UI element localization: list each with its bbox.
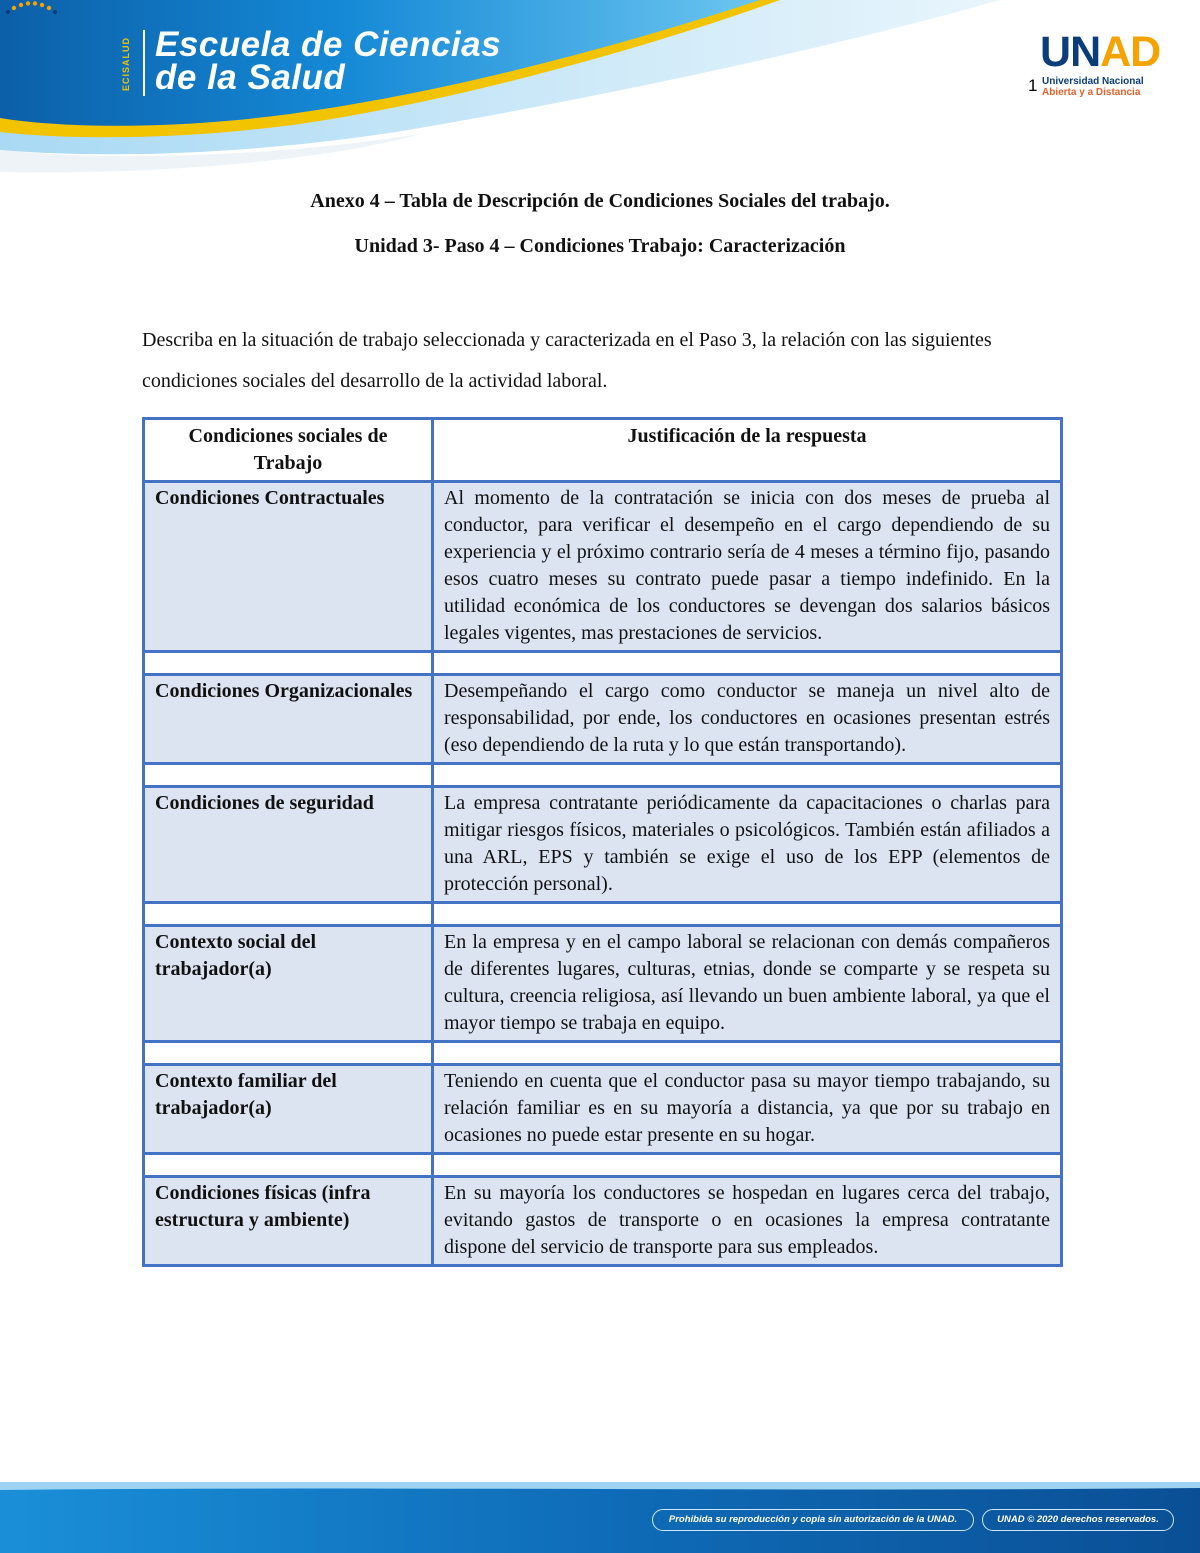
unad-logo-wordmark (1040, 30, 1160, 74)
table-spacer-row (144, 652, 1062, 675)
spacer-cell (433, 652, 1062, 675)
table-spacer-row (144, 1154, 1062, 1177)
spacer-cell (144, 1042, 433, 1065)
table-header-row (144, 419, 1062, 482)
school-name-line2: de la Salud (155, 58, 346, 97)
table-spacer-row (144, 1042, 1062, 1065)
header-divider (143, 30, 145, 96)
table-spacer-row (144, 903, 1062, 926)
row-label: Condiciones Contractuales (144, 482, 433, 652)
logo-ad: AD (1100, 28, 1161, 76)
document-subtitle: Unidad 3- Paso 4 – Condiciones Trabajo: Caracterización (354, 235, 846, 257)
spacer-cell (433, 1042, 1062, 1065)
row-label: Condiciones de seguridad (144, 787, 433, 903)
spacer-cell (144, 1154, 433, 1177)
spacer-cell (144, 903, 433, 926)
school-name-line1: Escuela de Ciencias (155, 25, 502, 64)
row-justification: En su mayoría los conductores se hospedan en lugares cerca del trabajo, evitando gastos de transporte o en ocasiones la empresa contratante dispone del servicio de transporte para sus empleados. (433, 1177, 1062, 1266)
table-row (144, 1177, 1062, 1266)
row-justification: Desempeñando el cargo como conductor se maneja un nivel alto de responsabilidad, por ende, los conductores en ocasiones presentan estrés (eso dependiendo de la ruta y lo que están transportando). (433, 675, 1062, 764)
row-label: Contexto social del trabajador(a) (144, 926, 433, 1042)
row-justification: Teniendo en cuenta que el conductor pasa su mayor tiempo trabajando, su relación familiar es en su mayoría a distancia, ya que por su trabajo en ocasiones no puede estar presente en su hogar. (433, 1065, 1062, 1154)
row-justification: La empresa contratante periódicamente da capacitaciones o charlas para mitigar riesgos físicos, materiales o psicológicos. También están afiliados a una ARL, EPS y también se exige el uso de los EPP (elementos de protección personal). (433, 787, 1062, 903)
column-header-conditions: Condiciones sociales de Trabajo (144, 419, 433, 482)
row-justification: Al momento de la contratación se inicia con dos meses de prueba al conductor, para verificar el desempeño en el cargo dependiendo de su experiencia y el próximo contrario sería de 4 meses a término fijo, pasando esos cuatro meses su contrato puede pasar a tiempo indefinido. En la utilidad económica de los conductores se devengan dos salarios básicos legales vigentes, mas prestaciones de servicios. (433, 482, 1062, 652)
school-name (155, 25, 502, 97)
table-row (144, 675, 1062, 764)
row-label: Condiciones Organizacionales (144, 675, 433, 764)
unad-logo-subtitle (1042, 76, 1144, 98)
table-row (144, 482, 1062, 652)
spacer-cell (433, 1154, 1062, 1177)
spacer-cell (433, 764, 1062, 787)
row-justification: En la empresa y en el campo laboral se relacionan con demás compañeros de diferentes lugares, culturas, etnias, donde se comparte y se respeta su cultura, creencia religiosa, así llevando un buen ambiente laboral, ya que el mayor tiempo se trabaja en equipo. (433, 926, 1062, 1042)
page-number: 1 (1028, 76, 1038, 95)
footer-notice: Prohibida su reproducción y copia sin autorización de la UNAD. (652, 1509, 974, 1531)
row-label: Condiciones físicas (infra estructura y ambiente) (144, 1177, 433, 1266)
spacer-cell (144, 652, 433, 675)
logo-sub-line2: Abierta y a Distancia (1042, 87, 1141, 98)
document-title: Anexo 4 – Tabla de Descripción de Condiciones Sociales del trabajo. (310, 190, 890, 212)
table-row (144, 926, 1062, 1042)
header-banner (0, 0, 1200, 175)
footer-copyright: UNAD © 2020 derechos reservados. (982, 1509, 1174, 1531)
logo-n: N (1070, 28, 1101, 76)
table-row (144, 787, 1062, 903)
table-spacer-row (144, 764, 1062, 787)
spacer-cell (433, 903, 1062, 926)
conditions-table-wrapper (142, 417, 1060, 1267)
intro-paragraph: Describa en la situación de trabajo seleccionada y caracterizada en el Paso 3, la relación con las siguientes condiciones sociales del desarrollo de la actividad laboral. (142, 329, 992, 392)
logo-sub-line1: Universidad Nacional (1042, 76, 1144, 87)
conditions-table (142, 417, 1063, 1267)
spacer-cell (144, 764, 433, 787)
logo-u: U (1040, 28, 1071, 76)
school-vertical-tag: ECISALUD (121, 37, 131, 92)
row-label: Contexto familiar del trabajador(a) (144, 1065, 433, 1154)
unad-logo-dots-icon (0, 0, 130, 80)
column-header-justification: Justificación de la respuesta (433, 419, 1062, 482)
table-row (144, 1065, 1062, 1154)
